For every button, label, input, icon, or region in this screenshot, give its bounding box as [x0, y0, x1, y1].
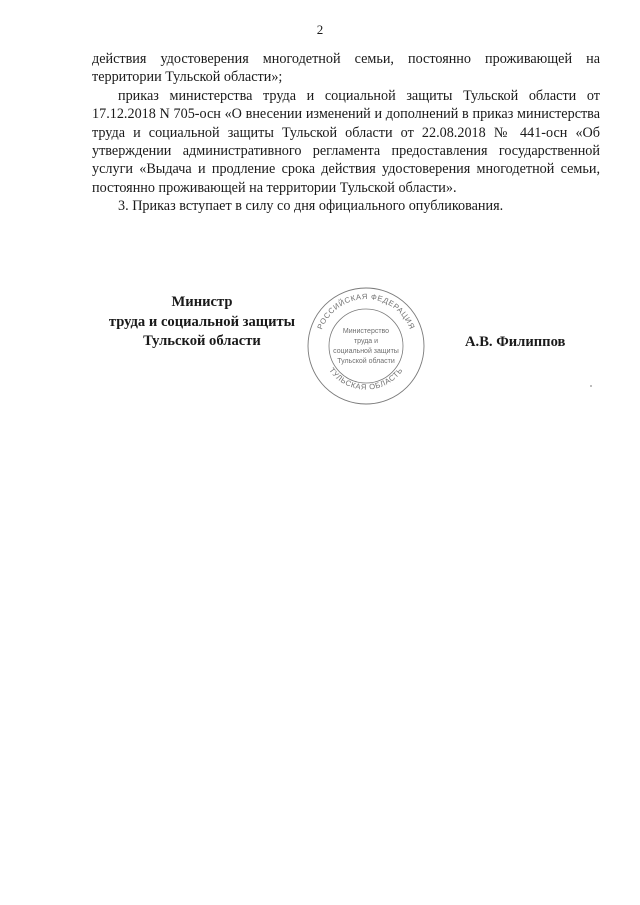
- seal-outer-text-top: РОССИЙСКАЯ ФЕДЕРАЦИЯ: [315, 291, 417, 331]
- signatory-title-line: Тульской области: [143, 333, 261, 349]
- paragraph-continuation: действия удостоверения многодетной семьи, постоянно проживающей на территории Тульской области»;: [92, 51, 600, 86]
- page-number: 2: [316, 22, 324, 37]
- seal-inner-text-line: Министерство: [342, 328, 390, 335]
- document-body: [92, 50, 600, 216]
- paragraph-amendment-order: приказ министерства труда и социальной защиты Тульской области от 17.12.2018 N 705-осн «О внесении изменений и дополнений в приказ министерства труда и социальной защиты Тульской области от 22.08.2018 № 441-осн «Об утверждении административного регламента предоставления государственной услуги «Выдача и продление срока действия удостоверения многодетной семьи, постоянно проживающей на территории Тульской области».: [92, 87, 600, 196]
- seal-inner-text-line: социальной защиты: [333, 348, 399, 355]
- seal-inner-text-line: труда и: [353, 338, 379, 345]
- signatory-title-line: Министр: [171, 294, 233, 310]
- official-seal-stamp: [304, 284, 428, 408]
- seal-outer-text-bottom: ТУЛЬСКАЯ ОБЛАСТЬ: [327, 365, 405, 392]
- seal-inner-text-line: Тульской области: [337, 358, 395, 365]
- scan-speck: [590, 385, 592, 387]
- signatory-title-line: труда и социальной защиты: [108, 313, 296, 330]
- signatory-title-block: [96, 293, 308, 352]
- signatory-name: А.В. Филиппов: [465, 334, 566, 350]
- seal-inner-ring: [329, 309, 403, 383]
- paragraph-effective-clause: 3. Приказ вступает в силу со дня официального опубликования.: [118, 198, 504, 215]
